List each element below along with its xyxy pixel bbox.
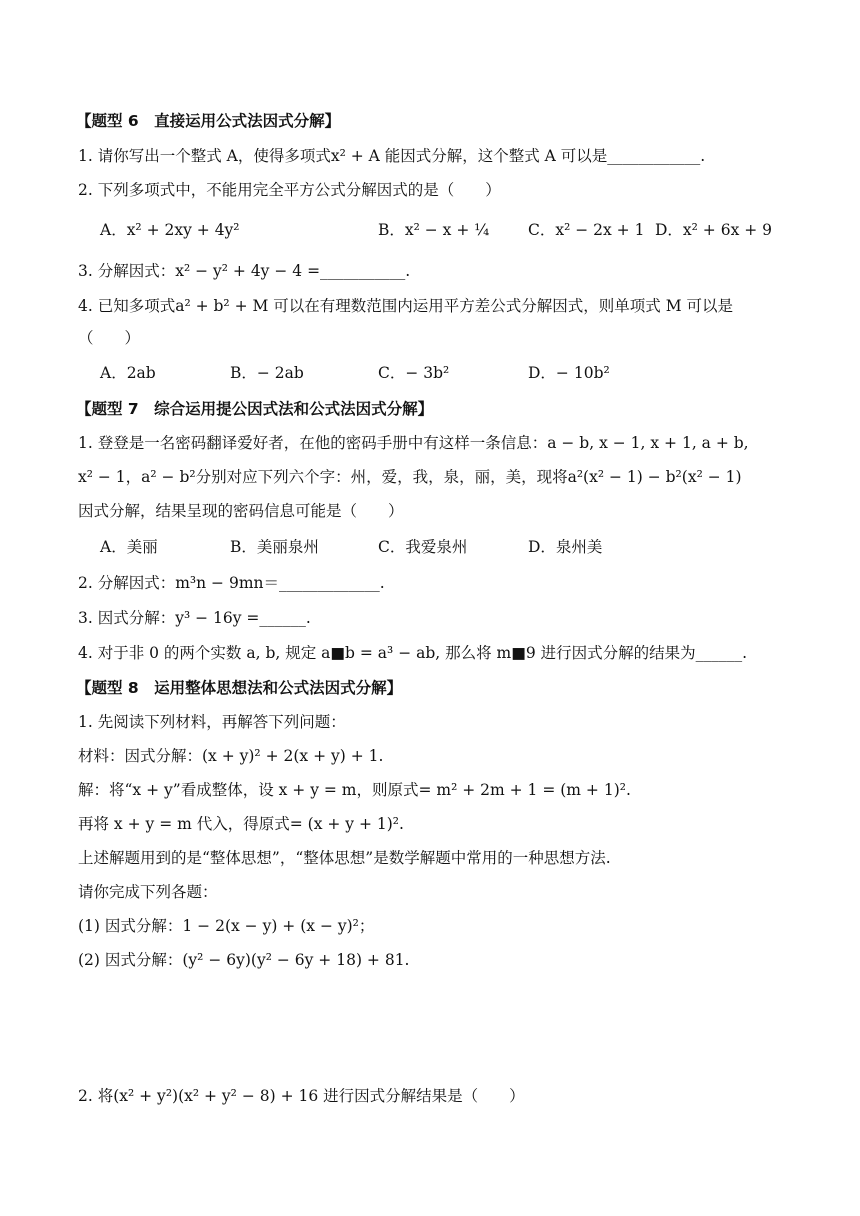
q6-4-option-b: B．− 2ab: [230, 364, 304, 382]
q7-3: 3. 因式分解：y³ − 16y =______.: [78, 609, 311, 627]
q6-1: 1. 请你写出一个整式 A，使得多项式x² + A 能因式分解，这个整式 A 可以是____________.: [78, 147, 706, 165]
q8-1-material: 材料：因式分解：(x + y)² + 2(x + y) + 1.: [78, 747, 384, 765]
section-6-title: 【题型 6 直接运用公式法因式分解】: [76, 112, 341, 130]
q7-1-option-a: A．美丽: [100, 538, 158, 556]
q6-4-option-a: A．2ab: [100, 364, 156, 382]
q6-4-line1: 4. 已知多项式a² + b² + M 可以在有理数范围内运用平方差公式分解因式，则单项式 M 可以是: [78, 297, 734, 315]
q8-1-part1: (1) 因式分解：1 − 2(x − y) + (x − y)²；: [78, 917, 375, 935]
q8-1-instruction: 请你完成下列各题：: [78, 883, 218, 901]
q7-1-line3: 因式分解，结果呈现的密码信息可能是（ ）: [78, 502, 404, 520]
q6-4-line2: （ ）: [78, 329, 141, 347]
q6-2-option-c: C．x² − 2x + 1: [528, 221, 645, 239]
q7-1-option-c: C．我爱泉州: [378, 538, 468, 556]
q8-1-substitute: 再将 x + y = m 代入，得原式= (x + y + 1)².: [78, 815, 404, 833]
q7-1-option-d: D．泉州美: [528, 538, 603, 556]
q8-1-solution: 解：将“x + y”看成整体，设 x + y = m，则原式= m² + 2m + 1 = (m + 1)².: [78, 781, 631, 799]
q8-1-remark: 上述解题用到的是“整体思想”，“整体思想”是数学解题中常用的一种思想方法.: [78, 849, 611, 867]
q6-3: 3. 分解因式：x² − y² + 4y − 4 =___________.: [78, 262, 411, 280]
q8-1-part2: (2) 因式分解：(y² − 6y)(y² − 6y + 18) + 81.: [78, 951, 410, 969]
q8-1-intro: 1. 先阅读下列材料，再解答下列问题：: [78, 713, 346, 731]
q7-1-line1: 1. 登登是一名密码翻译爱好者，在他的密码手册中有这样一条信息：a − b, x − 1, x + 1, a + b,: [78, 434, 749, 452]
q6-4-option-d: D．− 10b²: [528, 364, 610, 382]
q6-2-option-d: D．x² + 6x + 9: [655, 221, 773, 239]
section-7-title: 【题型 7 综合运用提公因式法和公式法因式分解】: [76, 400, 434, 418]
q6-2-option-a: A．x² + 2xy + 4y²: [100, 221, 240, 239]
section-8-title: 【题型 8 运用整体思想法和公式法因式分解】: [76, 679, 403, 697]
q6-2: 2. 下列多项式中，不能用完全平方公式分解因式的是（ ）: [78, 181, 501, 199]
q6-2-option-b: B．x² − x + ¼: [378, 221, 490, 239]
q7-1-option-b: B．美丽泉州: [230, 538, 319, 556]
q7-4: 4. 对于非 0 的两个实数 a, b, 规定 a■b = a³ − ab, 那么将 m■9 进行因式分解的结果为______.: [78, 644, 748, 662]
q7-1-line2: x² − 1，a² − b²分别对应下列六个字：州，爱，我，泉，丽，美，现将a²(x² − 1) − b²(x² − 1): [78, 468, 742, 486]
q7-2: 2. 分解因式：m³n − 9mn＝_____________.: [78, 574, 385, 592]
q6-4-option-c: C．− 3b²: [378, 364, 450, 382]
q8-2: 2. 将(x² + y²)(x² + y² − 8) + 16 进行因式分解结果是（ ）: [78, 1087, 525, 1105]
